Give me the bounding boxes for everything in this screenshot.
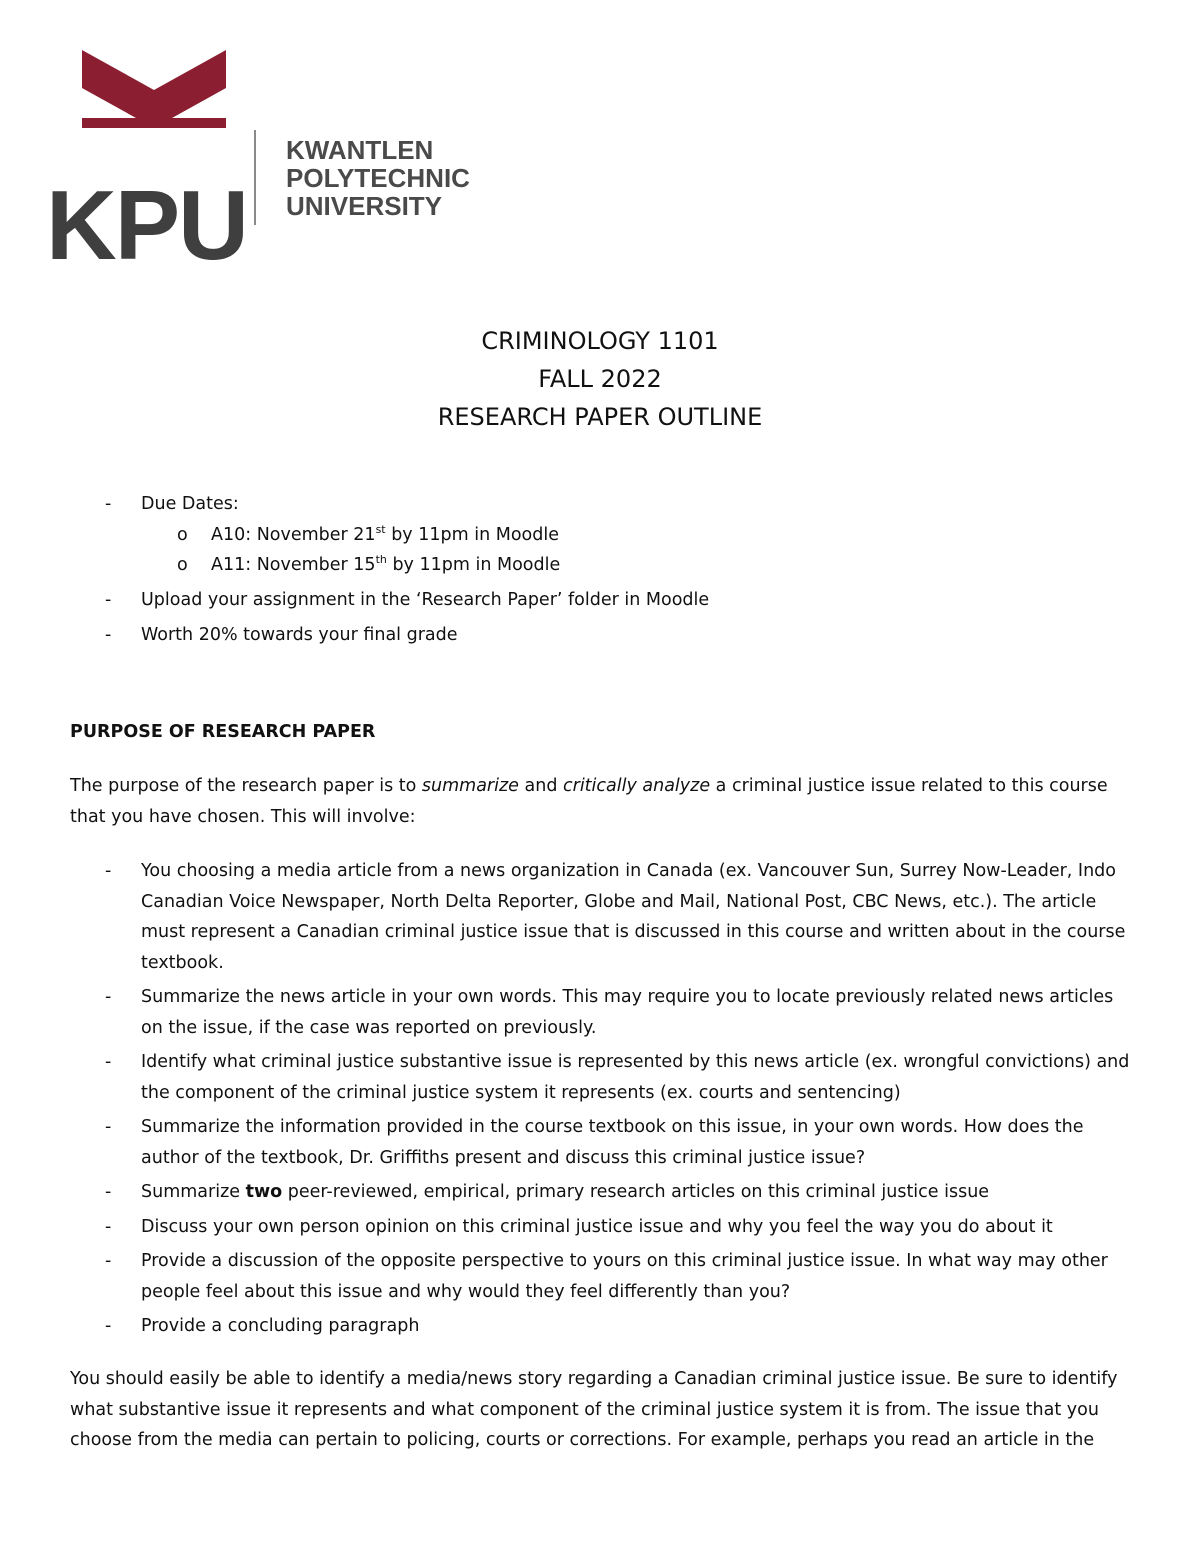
list-item	[70, 521, 1150, 551]
emphasis-text: summarize	[421, 776, 519, 796]
list-item	[70, 621, 1150, 656]
logo-divider	[254, 130, 256, 225]
list-item	[70, 1112, 1135, 1173]
dash-bullet: -	[105, 1316, 112, 1336]
assignment-info-list	[70, 490, 1150, 656]
section-heading: PURPOSE OF RESEARCH PAPER	[70, 722, 376, 742]
document-title	[0, 322, 1200, 436]
logo-name-line: KWANTLEN	[286, 135, 434, 165]
requirement-text: Summarize the news article in your own words. This may require you to locate previously related news articles on the issue, if the case was reported on previously.	[141, 987, 1114, 1038]
kpu-logo	[44, 48, 484, 280]
due-date-text: A10: November 21	[211, 525, 376, 545]
requirement-text: Discuss your own person opinion on this criminal justice issue and why you feel the way you do about it	[141, 1216, 1053, 1237]
requirement-text: Provide a discussion of the opposite perspective to yours on this criminal justice issue. In what way may other people feel about this issue and why would they feel differently than you?	[141, 1251, 1108, 1302]
list-item	[70, 1246, 1135, 1307]
dash-bullet: -	[105, 861, 112, 881]
logo-name-line: POLYTECHNIC	[286, 163, 470, 193]
sub-bullet: o	[177, 525, 188, 545]
intro-paragraph	[70, 771, 1130, 832]
list-item	[70, 551, 1150, 586]
list-item	[70, 586, 1150, 621]
requirement-text	[141, 1177, 1135, 1208]
bold-text: two	[245, 1182, 283, 1202]
requirement-fragment: peer-reviewed, empirical, primary research articles on this criminal justice issue	[282, 1182, 990, 1202]
requirements-list	[70, 856, 1135, 1346]
ordinal-suffix: st	[375, 523, 386, 537]
logo-university-name	[286, 136, 470, 220]
list-item	[70, 1177, 1135, 1208]
requirement-text: Provide a concluding paragraph	[141, 1316, 420, 1336]
list-item	[70, 982, 1135, 1043]
grade-weight: Worth 20% towards your final grade	[141, 625, 458, 645]
upload-instruction: Upload your assignment in the ‘Research Paper’ folder in Moodle	[141, 590, 710, 610]
title-term: FALL 2022	[538, 365, 662, 393]
requirement-text: Identify what criminal justice substantive issue is represented by this news article (ex. wrongful convictions) and the component of the criminal justice system it represents (ex. courts and sentencing)	[141, 1052, 1130, 1103]
dash-bullet: -	[105, 1052, 112, 1072]
emphasis-text: critically analyze	[563, 776, 711, 796]
due-date-a11	[211, 551, 1150, 579]
list-item	[70, 1311, 1135, 1342]
due-date-text: by 11pm in Moodle	[386, 555, 561, 575]
title-outline: RESEARCH PAPER OUTLINE	[437, 403, 763, 431]
dash-bullet: -	[105, 1117, 112, 1137]
list-item	[70, 856, 1135, 978]
intro-text: a criminal justice issue related to this course that you have chosen. This will involve:	[70, 776, 1108, 827]
title-course: CRIMINOLOGY 1101	[481, 327, 719, 355]
logo-name-line: UNIVERSITY	[286, 191, 443, 221]
due-dates-label: Due Dates:	[141, 494, 239, 514]
closing-paragraph: You should easily be able to identify a media/news story regarding a Canadian criminal justice issue. Be sure to identify what substantive issue it represents and what component of the criminal justice system it is from. The issue that you choose from the media can pertain to policing, courts or corrections. For example, perhaps you read an article in the	[70, 1369, 1118, 1450]
dash-bullet: -	[105, 590, 112, 610]
requirement-text: You choosing a media article from a news organization in Canada (ex. Vancouver Sun, Surrey Now-Leader, Indo Canadian Voice Newspaper, North Delta Reporter, Globe and Mail, National Post, CBC News, etc.). The article must represent a Canadian criminal justice issue that is discussed in this course and written about in the course textbook.	[141, 861, 1126, 973]
sub-bullet: o	[177, 555, 188, 575]
list-item	[70, 1212, 1135, 1243]
dash-bullet: -	[105, 987, 112, 1007]
dash-bullet: -	[105, 625, 112, 645]
dash-bullet: -	[105, 1216, 112, 1237]
requirement-fragment: Summarize	[141, 1182, 246, 1202]
intro-text: and	[518, 776, 563, 796]
ordinal-suffix: th	[375, 553, 387, 567]
requirement-text: Summarize the information provided in the course textbook on this issue, in your own words. How does the author of the textbook, Dr. Griffiths present and discuss this criminal justice issue?	[141, 1117, 1084, 1168]
logo-abbreviation: KPU	[46, 170, 247, 280]
due-date-text: by 11pm in Moodle	[385, 525, 559, 545]
dash-bullet: -	[105, 1182, 112, 1202]
list-item	[70, 490, 1150, 521]
due-date-a10	[211, 521, 1150, 549]
list-item	[70, 1047, 1135, 1108]
dash-bullet: -	[105, 494, 112, 514]
due-date-text: A11: November 15	[211, 555, 376, 575]
intro-text: The purpose of the research paper is to	[70, 776, 422, 796]
dash-bullet: -	[105, 1251, 112, 1271]
